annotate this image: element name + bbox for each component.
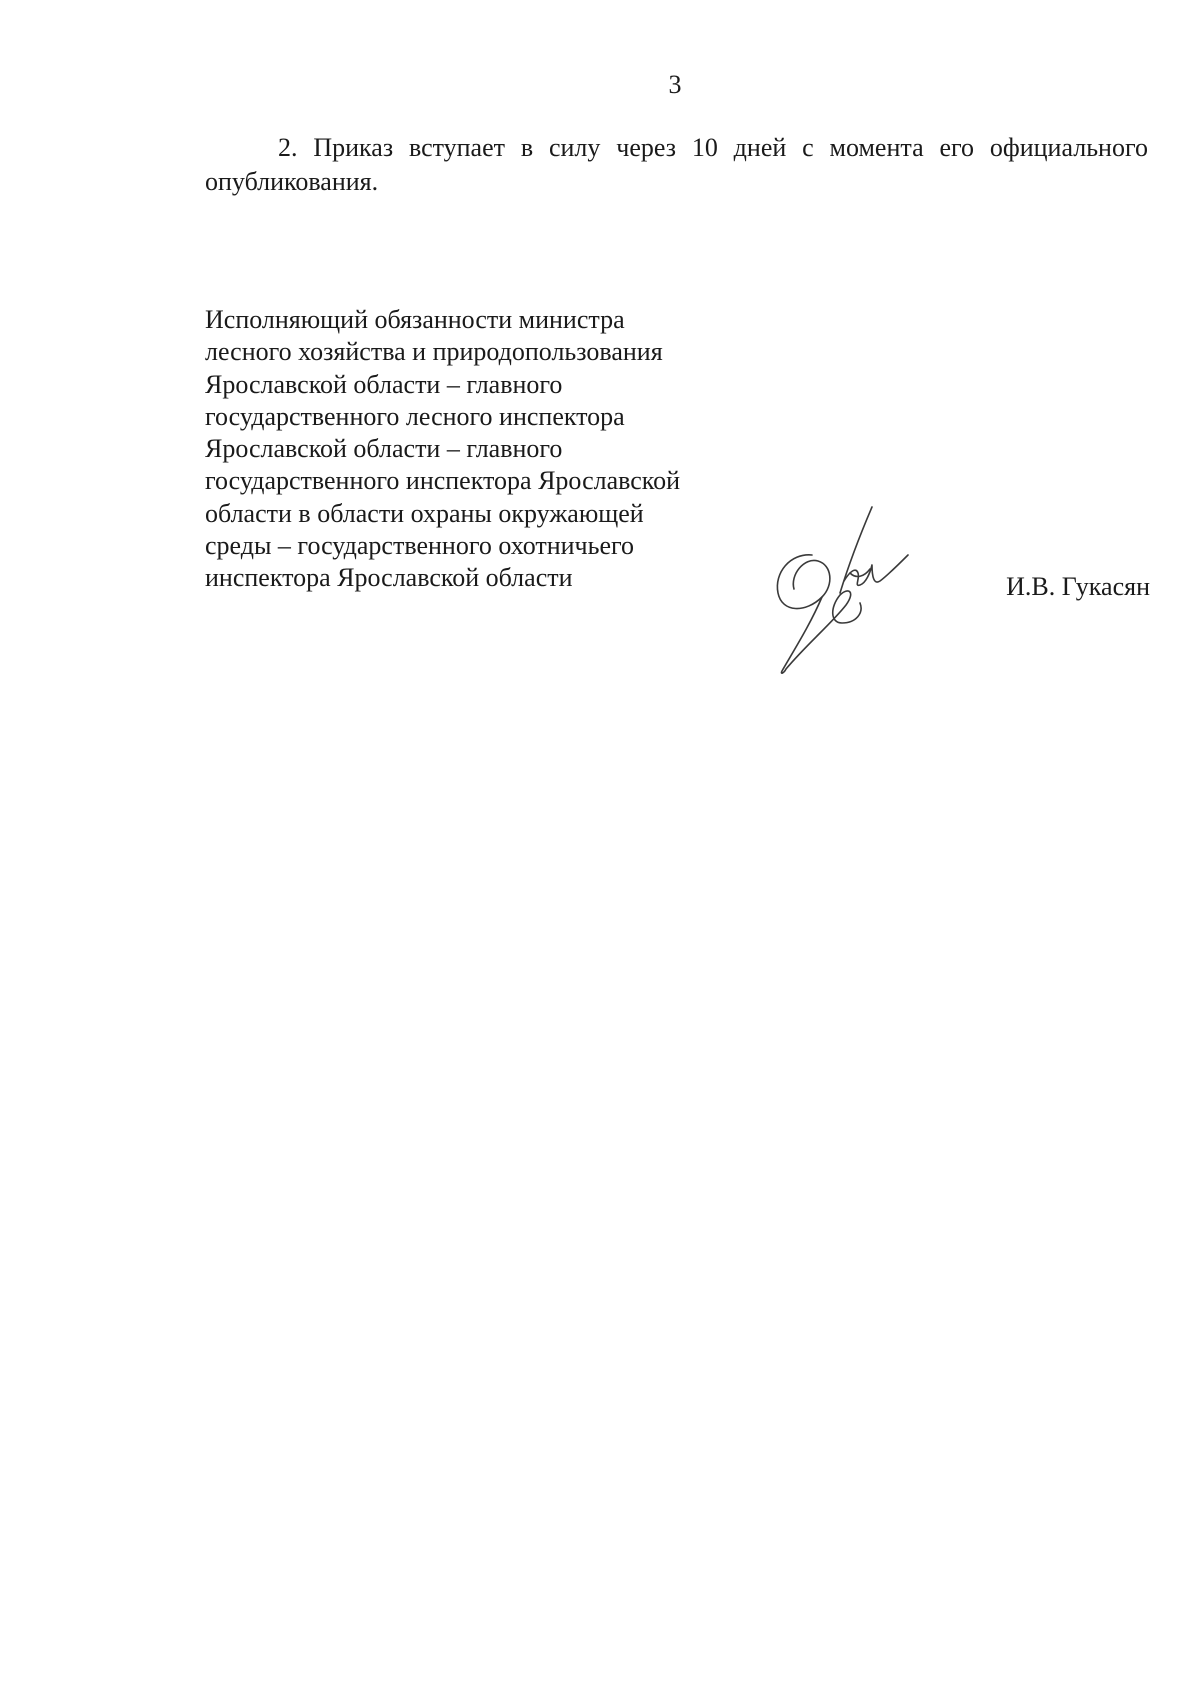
signatory-position-line: Исполняющий обязанности министра [205,305,625,334]
signatory-position-line: Ярославской области – главного [205,369,563,399]
signatory-position-line: инспектора Ярославской области [205,563,573,593]
handwritten-signature [760,495,940,675]
signatory-position-line: среды – государственного охотничьего [205,531,635,561]
signatory-position-line: лесного хозяйства и природопользования [205,337,663,367]
signatory-position-line: области в области охраны окружающей [205,498,644,528]
signatory-position [205,304,765,595]
signatory-position-line: государственного лесного инспектора [205,401,625,431]
signatory-name: И.В. Гукасян [1006,572,1150,601]
signatory-position-line: Ярославской области – главного [205,434,563,464]
paragraph-effective-date: 2. Приказ вступает в силу через 10 дней с момента его официального опубликования. [205,133,1148,196]
signatory-position-line: государственного инспектора Ярославской [205,466,681,496]
page-number: 3 [668,70,682,99]
